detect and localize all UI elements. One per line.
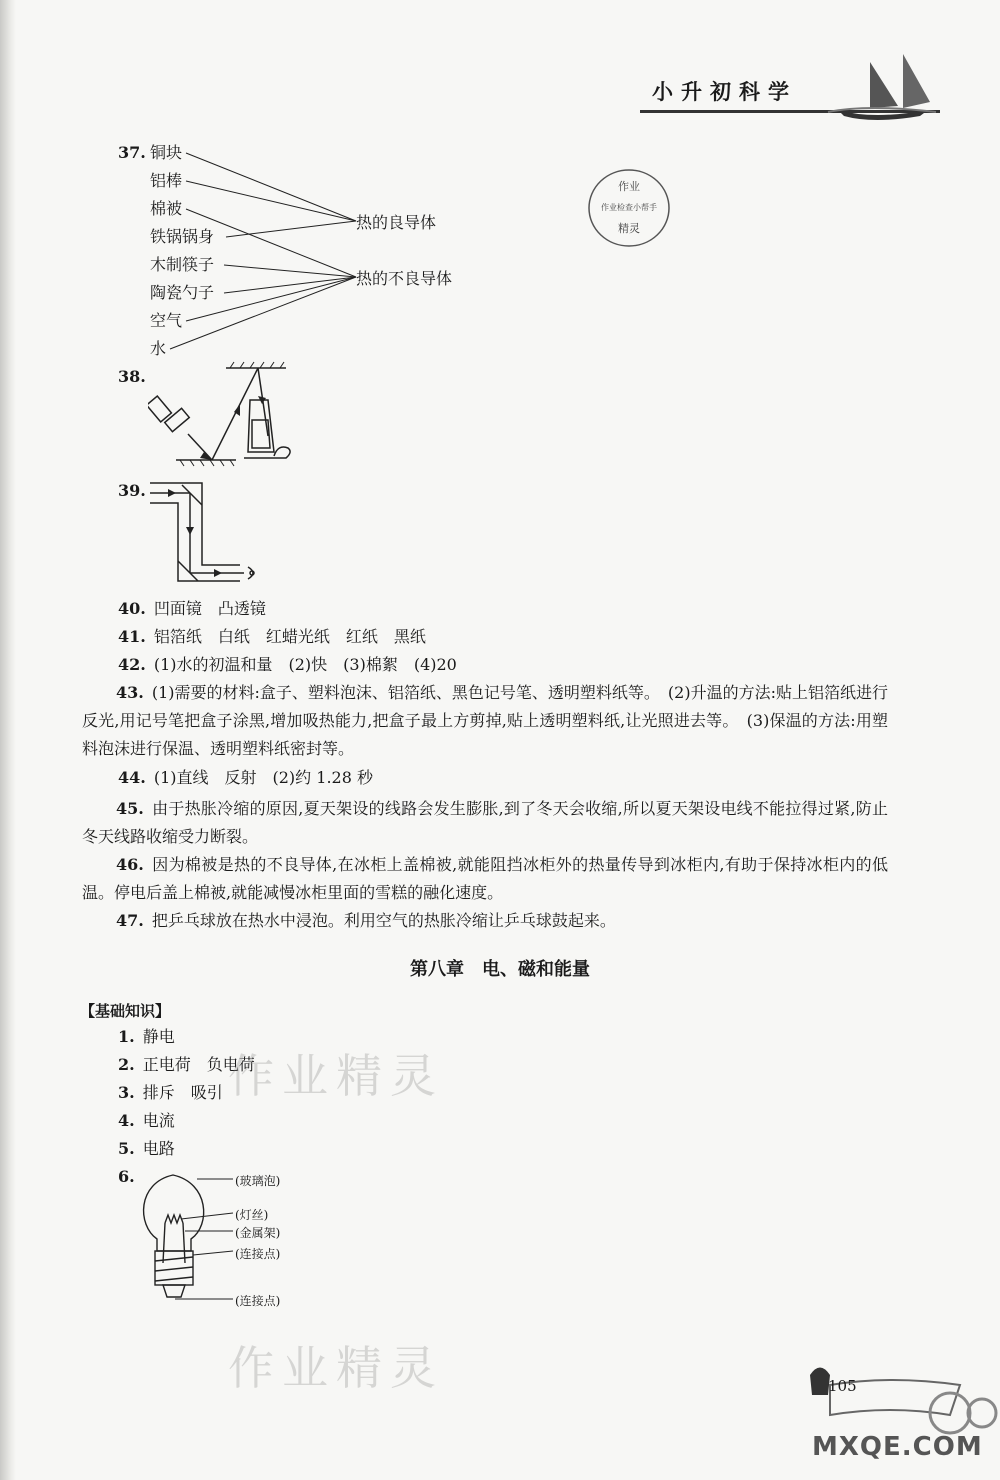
stamp-line3: 精灵 bbox=[618, 222, 640, 235]
q38-number: 38. bbox=[118, 367, 146, 386]
chapter-title: 第八章 电、磁和能量 bbox=[410, 959, 590, 980]
q37-item: 水 bbox=[150, 339, 167, 358]
lightbulb-diagram bbox=[135, 1165, 235, 1310]
q47-paragraph: 47. 把乒乓球放在热水中浸泡。利用空气的热胀冷缩让乒乓球鼓起来。 bbox=[116, 911, 616, 930]
page-number: 105 bbox=[828, 1377, 857, 1395]
q43-paragraph: 43. (1)需要的材料:盒子、塑料泡沫、铝箔纸、黑色记号笔、透明塑料纸等。 (2)升温的方法:贴上铝箔纸进行反光,用记号笔把盒子涂黑,增加吸热能力,把盒子最上方剪掉,贴上透明塑料纸,让光照进去等。 (3)保温的方法:用塑料泡沫进行保温、透明塑料纸密封等。 bbox=[82, 683, 888, 758]
q37-item: 棉被 bbox=[150, 199, 183, 218]
bulb-label: (金属架) bbox=[235, 1226, 281, 1240]
basics-item: 5. 电路 bbox=[118, 1139, 175, 1158]
q37-target: 热的不良导体 bbox=[356, 269, 453, 288]
basics-item: 1. 静电 bbox=[118, 1027, 175, 1046]
bulb-label: (连接点) bbox=[235, 1247, 281, 1261]
watermark: 作业精灵 bbox=[228, 1341, 444, 1395]
sailboat-icon bbox=[808, 52, 938, 122]
stamp-seal-icon bbox=[585, 166, 675, 252]
basics-item: 3. 排斥 吸引 bbox=[118, 1083, 223, 1102]
q37-item: 铝棒 bbox=[150, 171, 183, 190]
stamp-line1: 作业 bbox=[618, 180, 640, 193]
page-binding-shadow bbox=[0, 0, 16, 1480]
q37-matching-lines bbox=[120, 140, 360, 360]
section-heading: 【基础知识】 bbox=[80, 1002, 171, 1020]
q44-line: 44. (1)直线 反射 (2)约 1.28 秒 bbox=[118, 768, 373, 787]
q37-item: 空气 bbox=[150, 311, 183, 330]
q38-reflection-diagram bbox=[148, 360, 298, 470]
site-watermark: MXQE.COM bbox=[812, 1432, 983, 1462]
basics-item: 4. 电流 bbox=[118, 1111, 175, 1130]
q42-line: 42. (1)水的初温和量 (2)快 (3)棉絮 (4)20 bbox=[118, 655, 457, 674]
bulb-label: (灯丝) bbox=[235, 1208, 269, 1222]
bulb-label: (连接点) bbox=[235, 1294, 281, 1308]
q37-item: 铜块 bbox=[150, 143, 183, 162]
watermark: 作业精灵 bbox=[228, 1049, 444, 1103]
basics-item: 6. bbox=[118, 1167, 135, 1186]
stamp-line2: 作业检查小帮手 bbox=[601, 203, 657, 212]
q41-line: 41. 铝箔纸 白纸 红蜡光纸 红纸 黑纸 bbox=[118, 627, 426, 646]
q45-paragraph: 45. 由于热胀冷缩的原因,夏天架设的线路会发生膨胀,到了冬天会收缩,所以夏天架设电线不能拉得过紧,防止冬天线路收缩受力断裂。 bbox=[82, 799, 888, 846]
q46-paragraph: 46. 因为棉被是热的不良导体,在冰柜上盖棉被,就能阻挡冰柜外的热量传导到冰柜内,有助于保持冰柜内的低温。停电后盖上棉被,就能减慢冰柜里面的雪糕的融化速度。 bbox=[82, 855, 888, 902]
q37-number: 37. bbox=[118, 143, 146, 162]
basics-item: 2. 正电荷 负电荷 bbox=[118, 1055, 255, 1074]
q37-item: 铁锅锅身 bbox=[150, 227, 215, 246]
q37-item: 木制筷子 bbox=[150, 255, 215, 274]
q37-item: 陶瓷勺子 bbox=[150, 283, 215, 302]
bulb-label: (玻璃泡) bbox=[235, 1174, 281, 1188]
q40-line: 40. 凹面镜 凸透镜 bbox=[118, 599, 266, 618]
q39-number: 39. bbox=[118, 481, 146, 500]
q37-target: 热的良导体 bbox=[356, 213, 437, 232]
q39-periscope-diagram bbox=[148, 475, 268, 595]
header-title: 小升初科学 bbox=[652, 79, 797, 104]
